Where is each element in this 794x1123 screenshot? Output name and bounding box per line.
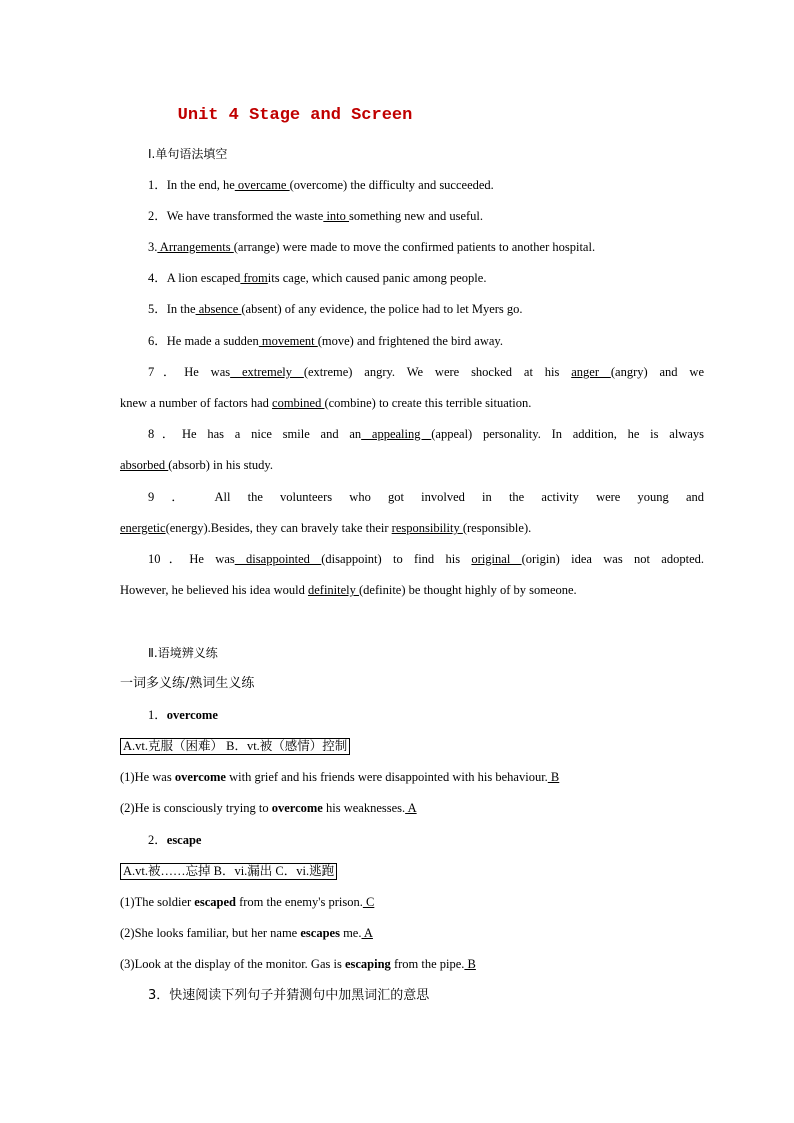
word-2-sentence-3: (3)Look at the display of the monitor. Gas is escaping from the pipe. B: [120, 957, 476, 971]
answer-blank: disappointed: [234, 552, 322, 566]
question-5: 5．In the absence (absent) of any evidence, the police had to let Myers go.: [148, 302, 523, 316]
question-2: 2．We have transformed the waste into something new and useful.: [148, 209, 484, 223]
question-3: 3. Arrangements (arrange) were made to move the confirmed patients to another hospital.: [148, 240, 596, 254]
question-8: 8．He has a nice smile and an appealing (appeal) personality. In addition, he is always: [148, 427, 704, 441]
answer-blank: extremely: [230, 365, 304, 379]
word-1-sentence-2: (2)He is consciously trying to overcome his weaknesses. A: [120, 801, 417, 815]
meanings-box: A.vt.被……忘掉 B．vi.漏出 C．vi.逃跑: [120, 863, 337, 880]
question-10-line-2: However, he believed his idea would definitely (definite) be thought highly of by someone.: [120, 583, 577, 597]
question-1: 1．In the end, he overcame (overcome) the difficulty and succeeded.: [148, 178, 494, 192]
word-2-sentence-2: (2)She looks familiar, but her name escapes me. A: [120, 926, 373, 940]
answer-blank: B: [547, 770, 560, 784]
section2-heading: Ⅱ.语境辨义练: [148, 646, 218, 660]
question-4: 4．A lion escaped fromits cage, which caused panic among people.: [148, 271, 487, 285]
answer-blank: energetic: [120, 521, 166, 535]
answer-blank: overcame: [234, 178, 290, 192]
answer-blank: combined: [272, 396, 325, 410]
word-2-meanings: [120, 863, 676, 880]
answer-blank: definitely: [307, 583, 360, 597]
page-title: Unit 4 Stage and Screen: [177, 106, 413, 125]
question-7-line-2: knew a number of factors had combined (combine) to create this terrible situation.: [120, 396, 532, 410]
word-1-heading: 1．overcome: [148, 708, 218, 722]
answer-blank: A: [361, 926, 373, 940]
answer-blank: into: [323, 209, 350, 223]
answer-blank: anger: [571, 365, 611, 379]
answer-blank: original: [471, 552, 522, 566]
answer-blank: absence: [195, 302, 242, 316]
answer-blank: A: [405, 801, 417, 815]
question-9-line-2: energetic(energy).Besides, they can bravely take their responsibility (responsible).: [120, 521, 532, 535]
answer-blank: appealing: [361, 427, 432, 441]
question-8-line-2: absorbed (absorb) in his study.: [120, 458, 273, 472]
word-1-sentence-1: (1)He was overcome with grief and his friends were disappointed with his behaviour. B: [120, 770, 560, 784]
meanings-box: A.vt.克服（困难） B．vt.被（感情）控制: [120, 738, 350, 755]
question-7: 7．He was extremely (extreme) angry. We were shocked at his anger (angry) and we: [148, 365, 704, 379]
word-2-sentence-1: (1)The soldier escaped from the enemy's prison. C: [120, 895, 375, 909]
word-3-instruction: 3．快速阅读下列句子并猜测句中加黑词汇的意思: [148, 988, 430, 1003]
answer-blank: responsibility: [391, 521, 463, 535]
word-2-heading: 2．escape: [148, 833, 202, 847]
word-1-meanings: [120, 738, 676, 755]
section1-heading: Ⅰ.单句语法填空: [148, 147, 228, 161]
answer-blank: from: [240, 271, 268, 285]
question-6: 6．He made a sudden movement (move) and frightened the bird away.: [148, 334, 503, 348]
question-10: 10．He was disappointed (disappoint) to find his original (origin) idea was not adopted.: [148, 552, 704, 566]
answer-blank: B: [464, 957, 476, 971]
answer-blank: C: [362, 895, 375, 909]
question-9: 9 ． All the volunteers who got involved in the activity were young and: [148, 490, 704, 504]
section2-subheading: 一词多义练/熟词生义练: [120, 676, 255, 691]
answer-blank: movement: [258, 334, 318, 348]
answer-blank: Arrangements: [157, 240, 234, 254]
answer-blank: absorbed: [120, 458, 169, 472]
